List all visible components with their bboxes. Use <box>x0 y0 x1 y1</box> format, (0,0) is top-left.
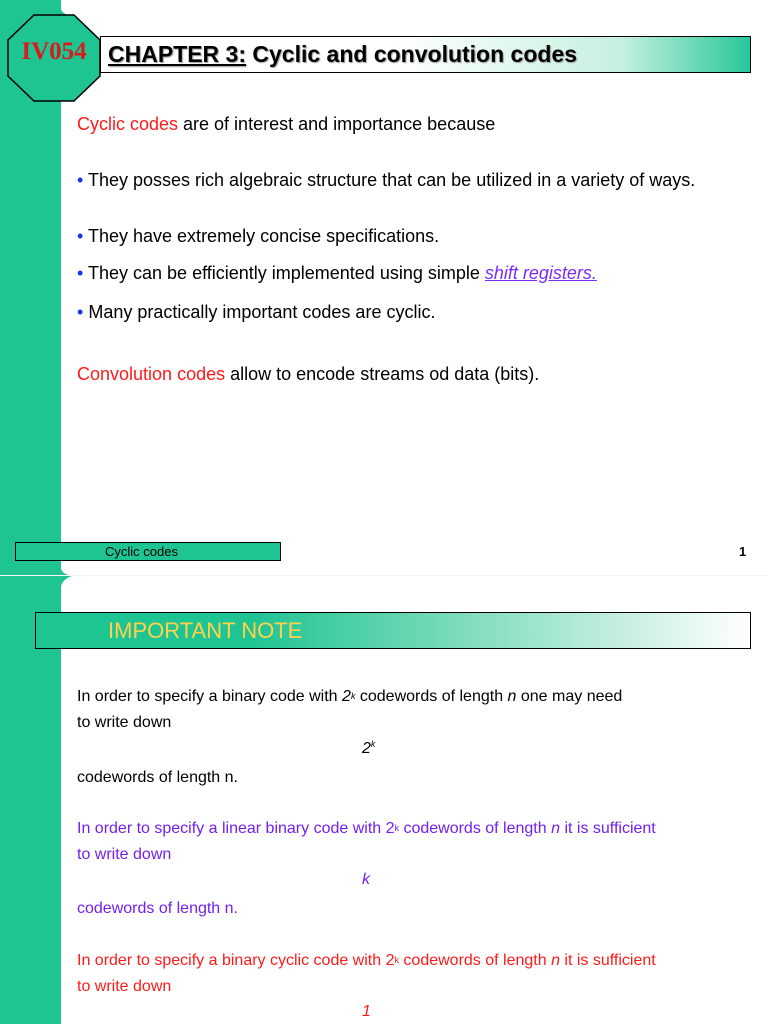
paragraph-linear-code <box>77 816 656 868</box>
convolution-line <box>77 362 539 386</box>
p2-text-b: codewords of length <box>399 820 552 837</box>
p1-value-base: 2 <box>362 740 371 757</box>
p1-text-a: In order to specify a binary code with <box>77 688 343 705</box>
intro-line <box>77 112 495 136</box>
p2-n: n <box>551 820 560 837</box>
p1-line2: to write down <box>77 714 172 731</box>
bullet-marker: • <box>77 302 84 322</box>
p2-end: codewords of length n. <box>77 900 238 917</box>
note-title: IMPORTANT NOTE <box>108 618 303 643</box>
bullet-text: They have extremely concise specifications. <box>88 226 440 246</box>
bullet-text: They can be efficiently implemented using simple <box>88 263 485 283</box>
p2-text-c: it is sufficient <box>560 820 656 837</box>
slide-title-box <box>100 36 751 73</box>
p3-exponent: k <box>394 955 399 965</box>
p1-base: 2 <box>342 688 351 705</box>
link-period: . <box>591 263 597 283</box>
p1-value <box>362 740 375 758</box>
bullet-2 <box>77 224 439 248</box>
shift-registers-link[interactable]: shift registers <box>484 263 592 283</box>
intro-term: Cyclic codes <box>77 114 179 134</box>
bullet-text: They posses rich algebraic structure that can be utilized in a variety of ways. <box>88 170 696 190</box>
intro-rest: are of interest and importance because <box>178 114 496 134</box>
bullet-text: Many practically important codes are cyclic. <box>88 302 436 322</box>
p1-n: n <box>507 688 517 705</box>
paragraph-cyclic-code <box>77 948 656 1000</box>
footer-label: Cyclic codes <box>105 544 178 559</box>
title-chapter: CHAPTER 3: <box>108 41 247 67</box>
p3-text-c: it is sufficient <box>559 952 656 969</box>
p2-line2: to write down <box>77 846 172 863</box>
bullet-3 <box>77 261 597 285</box>
p1-value-exponent: k <box>370 739 376 749</box>
title-text: Cyclic and convolution codes <box>246 41 578 67</box>
p3-n: n <box>551 952 560 969</box>
p3-line2: to write down <box>77 978 172 995</box>
slide-2 <box>0 576 768 1024</box>
convolution-term: Convolution codes <box>77 364 226 384</box>
note-title-box <box>35 612 751 649</box>
bullet-marker: • <box>77 263 84 283</box>
paragraph-general-code <box>77 684 622 736</box>
page-number: 1 <box>739 544 747 559</box>
p2-value: k <box>362 871 370 888</box>
convolution-rest: allow to encode streams od data (bits). <box>225 364 540 384</box>
bullet-marker: • <box>77 170 84 190</box>
p1-end: codewords of length n. <box>77 769 238 786</box>
p2-exponent: k <box>394 823 399 833</box>
p3-value: 1 <box>362 1003 371 1020</box>
p1-text-b: codewords of length <box>355 688 508 705</box>
bullet-marker: • <box>77 226 84 246</box>
p3-text-b: codewords of length <box>398 952 552 969</box>
p1-text-c: one may need <box>516 688 623 705</box>
p2-text-a: In order to specify a linear binary code with 2 <box>77 820 395 837</box>
bullet-4 <box>77 300 435 324</box>
p1-exponent: k <box>350 691 356 701</box>
bullet-1 <box>77 168 742 192</box>
footer-label-box <box>15 542 281 561</box>
course-logo: IV054 <box>21 38 87 65</box>
slide-title <box>108 41 577 68</box>
p3-text-a: In order to specify a binary cyclic code with 2 <box>77 952 395 969</box>
